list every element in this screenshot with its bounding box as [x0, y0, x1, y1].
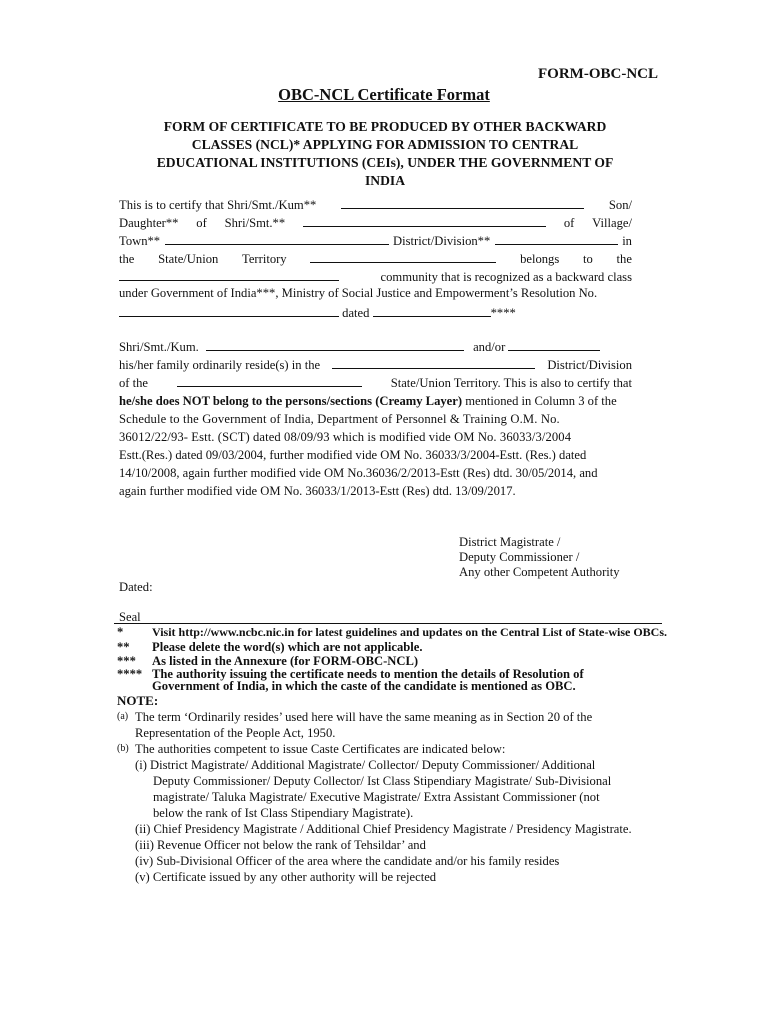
text: This is to certify that Shri/Smt./Kum** [119, 198, 317, 212]
heading-line: EDUCATIONAL INSTITUTIONS (CEIs), UNDER THE GOVERNMENT OF [156, 155, 614, 170]
text: District/Division [547, 358, 632, 372]
text: community that is recognized as a backward class [380, 270, 632, 284]
text: Daughter** [119, 216, 179, 230]
para2-line: 14/10/2008, again further modified vide OM No.36036/2/2013-Estt (Res) dtd. 30/05/2014, and [119, 466, 598, 480]
note-mark: (b) [117, 743, 129, 754]
signature-line: Deputy Commissioner / [459, 550, 580, 564]
text: in [622, 234, 632, 248]
date-blank[interactable] [373, 304, 491, 317]
footnote-text: Visit http://www.ncbc.nic.in for latest guidelines and updates on the Central List of State-wise OBCs. [152, 625, 668, 639]
seal-label: Seal [119, 610, 141, 624]
authority-item: magistrate/ Taluka Magistrate/ Executive Magistrate/ Extra Assistant Commissioner (not [153, 790, 600, 804]
community-blank[interactable] [119, 268, 339, 281]
name-blank[interactable] [341, 196, 584, 209]
text: **** [490, 306, 516, 320]
text: his/her family ordinarily reside(s) in the [119, 358, 321, 372]
reside-state-blank[interactable] [177, 374, 362, 387]
father-name-blank[interactable] [303, 214, 546, 227]
footnote-text: Government of India, in which the caste of the candidate is mentioned as OBC. [152, 679, 576, 693]
note-text: Representation of the People Act, 1950. [135, 726, 336, 740]
footnote-mark: *** [117, 654, 136, 668]
text: of [196, 216, 207, 230]
signature-line: Any other Competent Authority [459, 565, 620, 579]
form-id: FORM-OBC-NCL [538, 66, 658, 82]
text: Son/ [608, 198, 632, 212]
footnote-mark: **** [117, 667, 143, 681]
para2-line [119, 374, 632, 391]
text: under Government of India***, Ministry of Social Justice and Empowerment’s Resolution No. [119, 286, 598, 300]
para1-line [119, 250, 632, 267]
text: of [563, 216, 575, 230]
text: Territory [242, 252, 287, 266]
text: dated [342, 306, 370, 320]
text: the [616, 252, 632, 266]
footnote-mark: * [117, 625, 124, 639]
reside-district-blank[interactable] [332, 356, 535, 369]
para1-line [119, 214, 632, 231]
text: mentioned in Column 3 of the [462, 394, 617, 408]
resolution-blank[interactable] [119, 304, 339, 317]
authority-item: below the rank of Ist Class Stipendiary Magistrate). [153, 806, 414, 820]
note-heading: NOTE: [117, 693, 159, 708]
text: belongs [520, 252, 560, 266]
text: of the [119, 376, 149, 390]
para2-line [119, 356, 632, 373]
authority-item: (ii) Chief Presidency Magistrate / Additional Chief Presidency Magistrate / Presidency Magistrate. [135, 822, 632, 836]
page-title: OBC-NCL Certificate Format [278, 85, 490, 104]
text: Shri/Smt./Kum. [119, 340, 199, 354]
dated-label: Dated: [119, 580, 153, 594]
para1-line [119, 286, 632, 301]
name-blank-3[interactable] [508, 338, 600, 351]
text: Village/ [592, 216, 632, 230]
text: State/Union Territory. This is also to certify that [390, 376, 632, 390]
village-blank[interactable] [165, 232, 389, 245]
para1-line [119, 196, 632, 213]
footnote-mark: ** [117, 640, 130, 654]
footnote-text: As listed in the Annexure (for FORM-OBC-NCL) [152, 654, 419, 668]
para1-line [119, 232, 632, 249]
text: State/Union [158, 252, 219, 266]
footnote-text: Please delete the word(s) which are not applicable. [152, 640, 423, 654]
para2-line [119, 392, 617, 410]
state-blank[interactable] [310, 250, 496, 263]
form-heading [115, 118, 655, 190]
para2-line: Estt.(Res.) dated 09/03/2004, further modified vide OM No. 36033/3/2004-Estt. (Res.) dated [119, 448, 587, 462]
authority-item: (v) Certificate issued by any other authority will be rejected [135, 870, 437, 884]
para2-line: again further modified vide OM No. 36033/1/2013-Estt (Res) dtd. 13/09/2017. [119, 484, 516, 498]
authority-item: (iv) Sub-Divisional Officer of the area where the candidate and/or his family resides [135, 854, 560, 868]
heading-line: INDIA [364, 173, 406, 188]
signature-block [459, 535, 620, 580]
text: Town** [119, 234, 161, 248]
text: the [119, 252, 135, 266]
signature-line: District Magistrate / [459, 535, 561, 549]
footnote-text: The authority issuing the certificate needs to mention the details of Resolution of [152, 667, 584, 681]
para1-line [119, 268, 632, 285]
text: District/Division** [393, 234, 491, 248]
para2-line: Schedule to the Government of India, Department of Personnel & Training O.M. No. [119, 412, 560, 426]
note-text: The term ‘Ordinarily resides’ used here will have the same meaning as in Section 20 of the [135, 710, 593, 724]
text: and/or [473, 340, 506, 354]
authority-item: Deputy Commissioner/ Deputy Collector/ Ist Class Stipendiary Magistrate/ Sub-Divisional [153, 774, 612, 788]
note-text: The authorities competent to issue Caste Certificates are indicated below: [135, 742, 506, 756]
authority-item: (iii) Revenue Officer not below the rank of Tehsildar’ and [135, 838, 426, 852]
note-mark: (a) [117, 711, 129, 722]
heading-line: CLASSES (NCL)* APPLYING FOR ADMISSION TO CENTRAL [191, 137, 579, 152]
creamy-layer-text: he/she does NOT belong to the persons/sections (Creamy Layer) [119, 394, 463, 408]
heading-line: FORM OF CERTIFICATE TO BE PRODUCED BY OTHER BACKWARD [163, 119, 607, 134]
para2-line: 36012/22/93- Estt. (SCT) dated 08/09/93 which is modified vide OM No. 36033/3/2004 [119, 430, 572, 444]
text: Shri/Smt.** [224, 216, 286, 230]
authority-item: (i) District Magistrate/ Additional Magistrate/ Collector/ Deputy Commissioner/ Additional [135, 758, 596, 772]
name-blank-2[interactable] [206, 338, 464, 351]
para2-line [119, 338, 600, 356]
district-blank[interactable] [495, 232, 618, 245]
footnote-divider [114, 623, 662, 624]
text: to [583, 252, 593, 266]
para1-line [119, 304, 516, 322]
